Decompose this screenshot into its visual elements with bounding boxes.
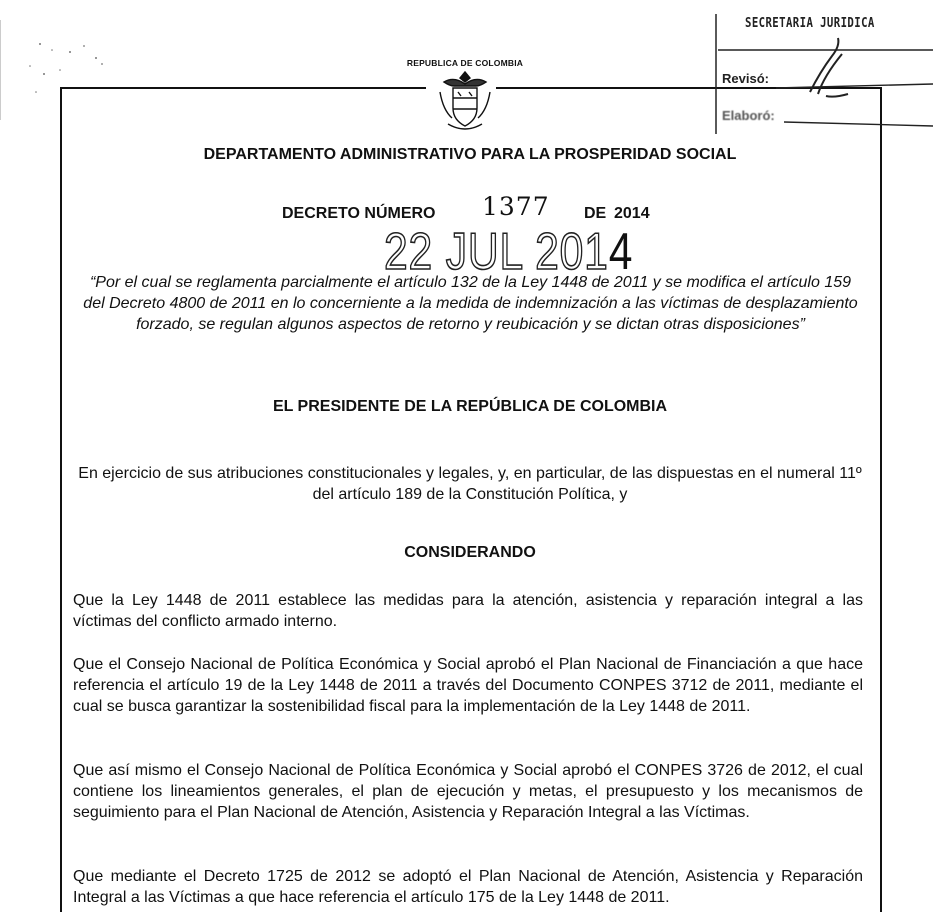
considering-paragraph-3: Que así mismo el Consejo Nacional de Política Económica y Social aprobó el CONPES 3726 de 2012, el cual contiene los lineamientos generales, el plan de ejecución y metas, el presupuesto y los mecanismos de seguimiento para el Plan Nacional de Atención, Asistencia y Reparación Integral a las Víctimas. — [73, 762, 863, 821]
date-stamp — [384, 223, 634, 281]
decree-preamble: “Por el cual se reglamenta parcialmente el artículo 132 de la Ley 1448 de 2011 y se modifica el artículo 159 del Decreto 4800 de 2011 en lo concerniente a la medida de indemnización a las víctimas de desplazamiento forzado, se regulan algunos aspectos de retorno y reubicación y se dictan otras disposiciones” — [83, 274, 858, 333]
secretaria-stamp-title: SECRETARIA JURIDICA — [745, 16, 875, 31]
date-stamp-last-digit: 4 — [608, 223, 634, 281]
decree-number: 1377 — [482, 192, 550, 221]
considering-paragraph-4: Que mediante el Decreto 1725 de 2012 se adoptó el Plan Nacional de Atención, Asistencia y Reparación Integral a las Víctimas a que hace referencia el artículo 175 de la Ley 1448 de 2011. — [73, 868, 863, 906]
frame-left-border — [60, 88, 62, 912]
secretaria-reviso-label: Revisó: — [722, 71, 769, 86]
scan-specks — [0, 0, 120, 120]
exercise-clause: En ejercicio de sus atribuciones constitucionales y legales, y, en particular, de las dispuestas en el numeral 11º del artículo 189 de la Constitución Política, y — [78, 465, 862, 503]
president-heading: EL PRESIDENTE DE LA REPÚBLICA DE COLOMBIA — [272, 398, 668, 415]
department-heading: DEPARTAMENTO ADMINISTRATIVO PARA LA PROSPERIDAD SOCIAL — [203, 146, 737, 163]
considering-paragraph-2: Que el Consejo Nacional de Política Económica y Social aprobó el Plan Nacional de Financiación a que hace referencia el artículo 19 de la Ley 1448 de 2011 a través del Documento CONPES 3712 de 2011, mediante el cual se busca garantizar la sostenibilidad fiscal para la implementación de la Ley 1448 de 2011. — [73, 656, 863, 715]
secretaria-elaboro-label: Elaboró: — [722, 108, 775, 123]
republic-heading: REPUBLICA DE COLOMBIA — [406, 58, 524, 68]
considering-paragraph-1: Que la Ley 1448 de 2011 establece las medidas para la atención, asistencia y reparación integral a las víctimas del conflicto armado interno. — [73, 592, 863, 630]
date-stamp-main: 22 JUL 201 — [384, 223, 609, 281]
decree-label: DECRETO NÚMERO — [282, 205, 436, 222]
considering-heading: CONSIDERANDO — [404, 544, 536, 561]
coat-of-arms-icon — [436, 68, 494, 134]
decree-de-label: DE — [584, 205, 607, 222]
frame-right-border — [880, 88, 882, 912]
decree-year: 2014 — [614, 205, 650, 222]
